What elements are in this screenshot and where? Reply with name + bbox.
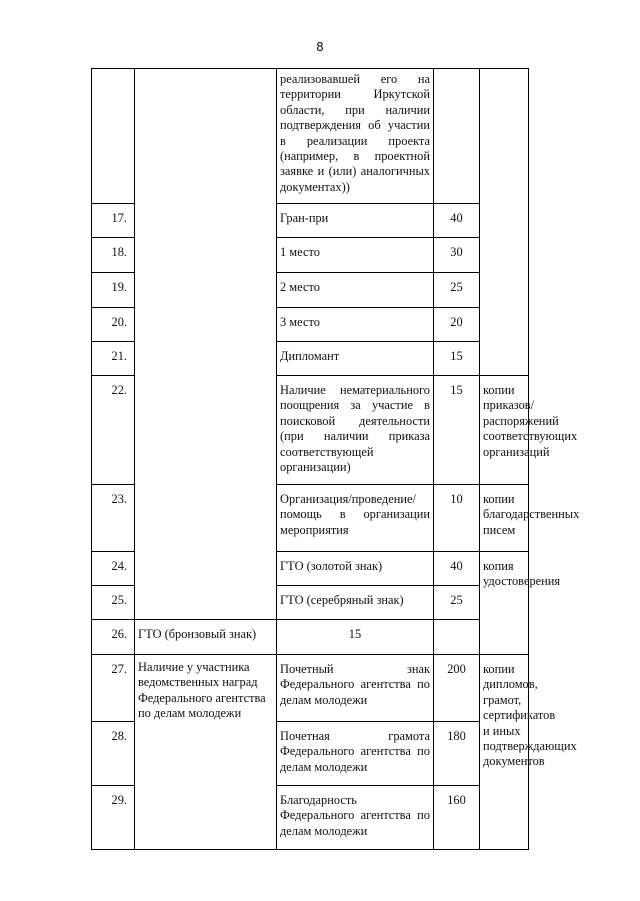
score-cell: 10 (434, 485, 480, 552)
row-number: 28. (92, 722, 135, 786)
document-cell: копия удостоверения (480, 552, 529, 655)
description-cell: ГТО (серебряный знак) (277, 586, 434, 620)
table-row (92, 655, 529, 722)
row-number: 23. (92, 485, 135, 552)
row-number: 18. (92, 238, 135, 273)
score-cell: 200 (434, 655, 480, 722)
description-cell: 1 место (277, 238, 434, 273)
description-cell: Гран-при (277, 204, 434, 238)
page-number: 8 (316, 40, 324, 54)
document-cell: копии приказов/распоряжений соответствующих организаций (480, 376, 529, 485)
document-cell: копии дипломов, грамот, сертификатов и иных подтверждающих документов (480, 655, 529, 850)
description-cell: 2 место (277, 273, 434, 308)
score-cell: 25 (434, 273, 480, 308)
table-row (92, 69, 529, 204)
criterion-cell (135, 69, 277, 620)
row-number: 29. (92, 786, 135, 850)
row-number: 20. (92, 308, 135, 342)
score-cell (434, 69, 480, 204)
criteria-table (91, 68, 580, 850)
score-cell: 25 (434, 586, 480, 620)
score-cell: 15 (277, 620, 434, 655)
document-cell (480, 69, 529, 376)
description-cell: реализовавшей его на территории Иркутской области, при наличии подтверждения об участии в реализации проекта (например, в проектной заявке и (или) аналогичных документах)) (277, 69, 434, 204)
score-cell: 30 (434, 238, 480, 273)
row-number: 25. (92, 586, 135, 620)
score-cell: 15 (434, 342, 480, 376)
description-cell: ГТО (бронзовый знак) (135, 620, 277, 655)
row-number: 24. (92, 552, 135, 586)
description-cell: Дипломант (277, 342, 434, 376)
table-row (92, 620, 529, 655)
row-number: 27. (92, 655, 135, 722)
row-number: 22. (92, 376, 135, 485)
score-cell: 20 (434, 308, 480, 342)
row-number: 26. (92, 620, 135, 655)
description-cell: Наличие нематериального поощрения за участие в поисковой деятельности (при наличии приказа соответствующей организации) (277, 376, 434, 485)
row-number: 19. (92, 273, 135, 308)
criterion-cell: Наличие у участника ведомственных наград Федерального агентства по делам молодежи (135, 655, 277, 850)
description-cell: Почетная грамота Федерального агентства по делам молодежи (277, 722, 434, 786)
score-cell: 15 (434, 376, 480, 485)
description-cell: ГТО (золотой знак) (277, 552, 434, 586)
document-cell: копии благодарственных писем (480, 485, 529, 552)
score-cell: 40 (434, 204, 480, 238)
score-cell: 160 (434, 786, 480, 850)
description-cell: 3 место (277, 308, 434, 342)
description-cell: Почетный знак Федерального агентства по делам молодежи (277, 655, 434, 722)
score-cell: 180 (434, 722, 480, 786)
score-cell: 40 (434, 552, 480, 586)
row-number: 21. (92, 342, 135, 376)
description-cell: Организация/проведение/ помощь в организации мероприятия (277, 485, 434, 552)
num-cell (92, 69, 135, 204)
description-cell: Благодарность Федерального агентства по делам молодежи (277, 786, 434, 850)
row-number: 17. (92, 204, 135, 238)
